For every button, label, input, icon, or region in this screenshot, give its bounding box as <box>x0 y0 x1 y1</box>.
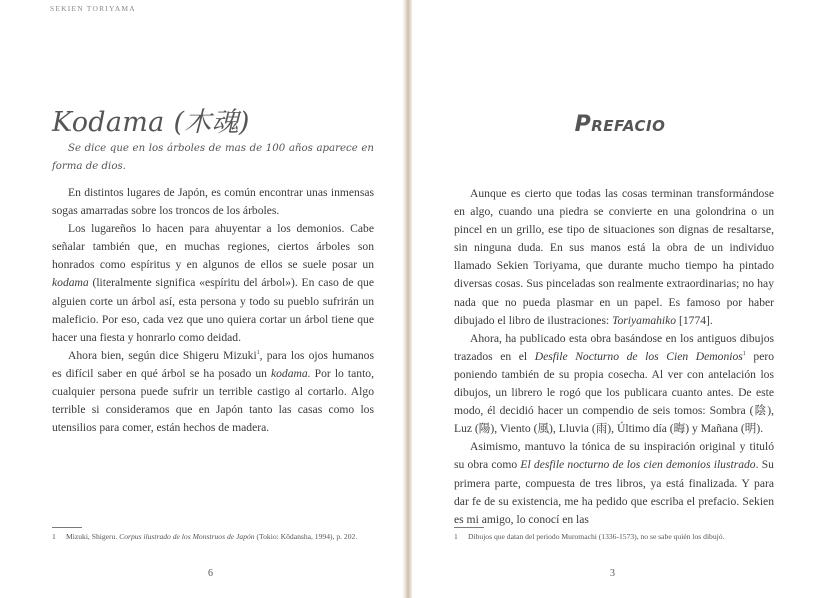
footnote-text: Dibujos que datan del periodo Muromachi (1336-1573), no se sabe quién los dibujó. <box>468 532 725 541</box>
footnote-rule <box>52 527 82 528</box>
footnote-text: Mizuki, Shigeru. Corpus ilustrado de los Monstruos de Japón (Tokio: Kōdansha, 1994), p. 202. <box>66 532 358 541</box>
paragraph: Aunque es cierto que todas las cosas terminan transformándose en algo, cuando una piedra se convierte en una golondrina o un pincel en un grillo, ese tipo de situaciones son dignas de resaltarse, sin ninguna duda. En sus manos está la obra de un individuo llamado Sekien Toriyama, que durante mucho tiempo ha pintado diversas cosas. Sus pinceladas son realmente extraordinarias; no hay nada que no pueda plasmar en un papel. Es famoso por haber dibujado el libro de ilustraciones: Toriyamahiko [1774]. <box>454 187 774 327</box>
footnote-right <box>454 530 774 543</box>
left-page <box>0 0 405 598</box>
page-number-right: 3 <box>610 568 615 579</box>
paragraph: Asimismo, mantuvo la tónica de su inspiración original y tituló su obra como El desfile nocturno de los cien demonios ilustrado. Su primera parte, compuesta de tres libros, ya está finalizada. Y para dar fe de su existencia, me ha pedido que escriba el prefacio. Sekien es mi amigo, lo conocí en las <box>454 440 774 526</box>
paragraph: Los lugareños lo hacen para ahuyentar a los demonios. Cabe señalar también que, en muchas regiones, ciertos árboles son honrados como espíritus y en algunos de ellos se suele posar un kodama (literalmente significa «espíritu del árbol»). En caso de que alguien corte un árbol así, esta persona y todo su pueblo sufrirán un maleficio. Por eso, cada vez que uno quiera cortar un árbol tiene que hacer una fiesta y honrarlo como deidad. <box>52 222 374 344</box>
chapter-title-prefacio: Prefacio <box>574 112 666 137</box>
paragraph: Ahora, ha publicado esta obra basándose en los antiguos dibujos trazados en el Desfile Nocturno de los Cien Demonios$^1$ pero poniendo también de su propia cosecha. Al ver con antelación los dibujos, un librero le rogó que los publicara cuanto antes. De este modo, él decidió hacer un compendio de seis tomos: Sombra (陰), Luz (陽), Viento (風), Lluvia (雨), Último día (晦) y Mañana (明). <box>454 331 775 436</box>
paragraph: Ahora bien, según dice Shigeru Mizuki$^1$, para los ojos humanos es difícil saber en qué árbol se ha posado un kodama. Por lo tanto, cualquier persona puede sufrir un terrible castigo al cortarlo. Algo terrible si consideramos que en Japón tanto las casas como los utensilios para comer, están hechos de madera. <box>52 348 374 435</box>
footnote-number: 1 <box>454 532 458 541</box>
epigraph: Se dice que en los árboles de mas de 100 años aparece en forma de dios. <box>52 143 374 172</box>
body-text-prefacio <box>454 185 774 529</box>
footnote-number: 1 <box>52 532 56 541</box>
paragraph: En distintos lugares de Japón, es común encontrar unas inmensas sogas amarradas sobre los troncos de los árboles. <box>52 186 374 218</box>
body-text <box>52 184 374 437</box>
page-number: 6 <box>208 568 213 579</box>
footnote-rule-right <box>454 527 484 528</box>
chapter-title: Kodama (木魂) <box>52 107 250 138</box>
running-head: SEKIEN TORIYAMA <box>50 4 136 13</box>
footnote <box>52 530 374 543</box>
